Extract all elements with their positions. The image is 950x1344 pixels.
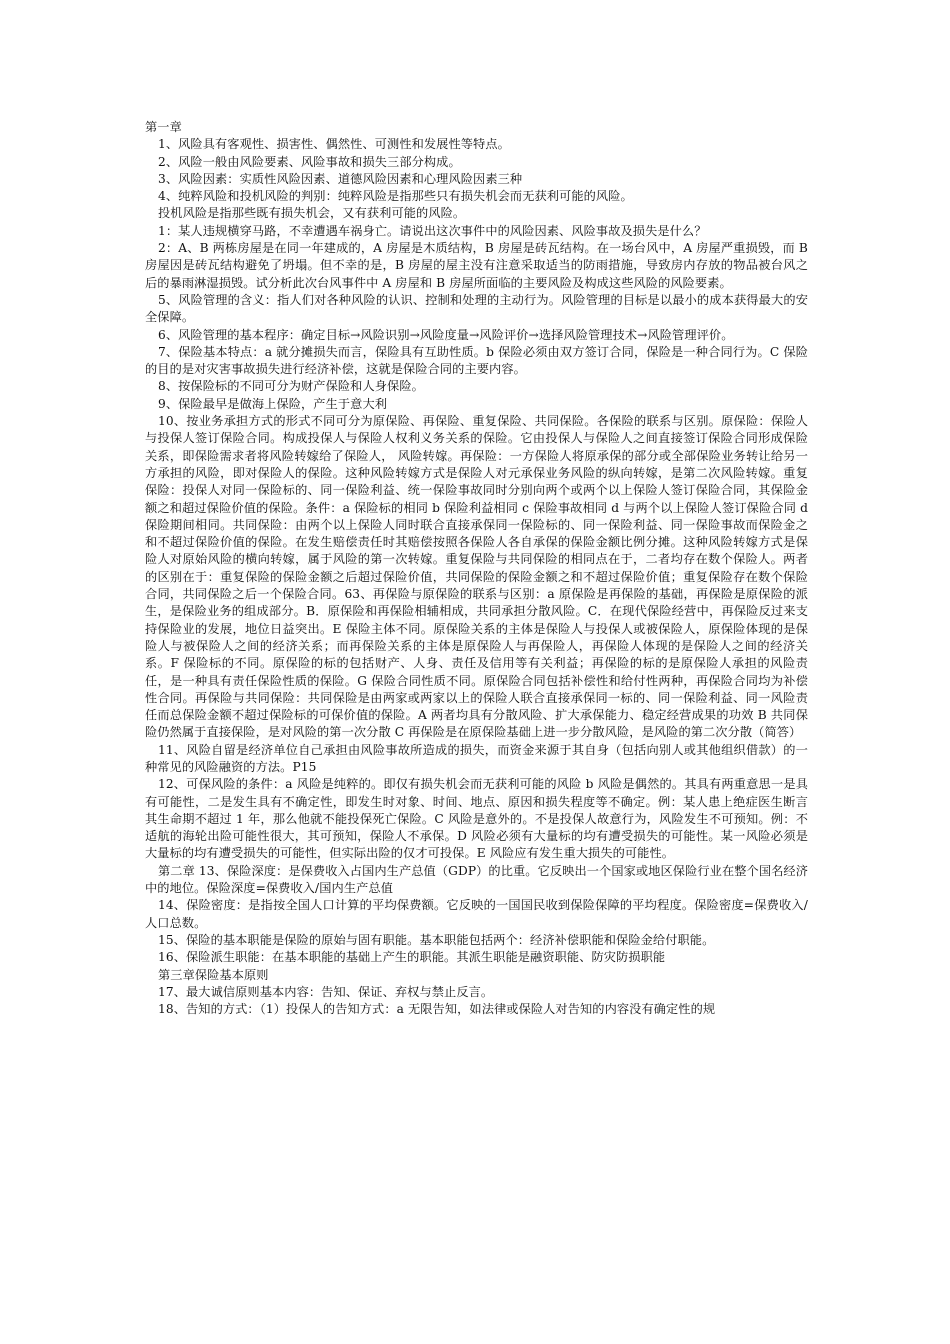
question-1: 1：某人违规横穿马路，不幸遭遇车祸身亡。请说出这次事件中的风险因素、风险事故及损失是什么？ bbox=[158, 223, 707, 238]
paragraph-1: 1、风险具有客观性、损害性、偶然性、可测性和发展性等特点。 bbox=[158, 137, 510, 152]
paragraph-9: 9、保险最早是做海上保险，产生于意大利 bbox=[158, 396, 388, 411]
paragraph-11: 11、风险自留是经济单位自己承担由风险事故所造成的损失，而资金来源于其自身（包括向别人或其他组织借款）的一种常见的风险融资的方法。P15 bbox=[145, 742, 808, 774]
paragraph-10: 10、按业务承担方式的形式不同可分为原保险、再保险、重复保险、共同保险。各保险的联系与区别。原保险：保险人与投保人签订保险合同。构成投保人与保险人权利义务关系的保险。它由投保人与保险人之间直接签订保险合同形成保险关系，即保险需求者将风险转嫁给了保险人， 风险转嫁。再保险：一方保险人将原承保的部分或全部保险业务转让给另一方承担的风险，即对保险人的保险。这种风险转嫁方式是保险人对元承保业务风险的纵向转嫁，是第二次风险转嫁。重复保险：投保人对同一保险标的、同一保险利益、统一保险事故同时分别向两个或两个以上保险人签订保险合同，其保险金额之和超过保险价值的保险。条件：a 保险标的相同 b 保险利益相同 c 保险事故相同 d 与两个以上保险人签订保险合同 d 保险期间相同。共同保险：由两个以上保险人同时联合直接承保同一保险标的、同一保险利益、同一保险事故而保险金之和不超过保险价值的保险。在发生赔偿责任时其赔偿按照各保险人各自承保的保险金额比例分摊。这种风险转嫁方式是保险人对原始风险的横向转嫁，属于风险的第一次转嫁。重复保险与共同保险的相同点在于，二者均存在数个保险人。两者的区别在于：重复保险的保险金额之后超过保险价值，共同保险的保险金额之和不超过保险价值；重复保险存在数个保险合同，共同保险之后一个保险合同。63、再保险与原保险的联系与区别：a 原保险是再保险的基础，再保险是原保险的派生，是保险业务的组成部分。B．原保险和再保险相辅相成，共同承担分散风险。C．在现代保险经营中，再保险反过来支持保险业的发展，地位日益突出。E 保险主体不同。原保险关系的主体是保险人与投保人或被保险人，原保险体现的是保险人与被保险人之间的经济关系；而再保险关系的主体是原保险人与再保险人，再保险人体现的是保险人之间的经济关系。F 保险标的不同。原保险的标的包括财产、人身、责任及信用等有关利益；再保险的标的是原保险人承担的风险责任，是一种具有责任保险性质的保险。G 保险合同性质不同。原保险合同包括补偿性和给付性两种，再保险合同均为补偿性合同。再保险与共同保险：共同保险是由两家或两家以上的保险人联合直接承保同一标的、同一保险利益、同一风险责任而总保险金额不超过保险标的可保价值的保险。A 两者均具有分散风险、扩大承保能力、稳定经营成果的功效 B 共同保险仍然属于直接保险，是对风险的第一次分散 C 再保险是在原保险基础上进一步分散风险，是风险的第二次分散（简答） bbox=[145, 414, 808, 740]
paragraph-18: 18、告知的方式：（1）投保人的告知方式：a 无限告知，如法律或保险人对告知的内容没有确定性的规 bbox=[158, 1002, 716, 1017]
question-2: 2：A、B 两栋房屋是在同一年建成的，A 房屋是木质结构，B 房屋是砖瓦结构。在一场台风中，A 房屋严重损毁，而 B 房屋因是砖瓦结构避免了坍塌。但不幸的是，B 房屋的屋主没有注意采取适当的防雨措施，导致房内存放的物品被台风之后的暴雨淋湿损毁。试分析此次台风事件中 A 房屋和 B 房屋所面临的主要风险及构成这些风险的风险要素。 bbox=[145, 241, 808, 290]
paragraph-8: 8、按保险标的不同可分为财产保险和人身保险。 bbox=[158, 379, 424, 394]
chapter-1-title: 第一章 bbox=[145, 120, 182, 134]
paragraph-14: 14、保险密度：是指按全国人口计算的平均保费额。它反映的一国国民收到保险保障的平均程度。保险密度=保费收入/人口总数。 bbox=[145, 898, 808, 930]
paragraph-13: 第二章 13、保险深度：是保费收入占国内生产总值（GDP）的比重。它反映出一个国家或地区保险行业在整个国名经济中的地位。保险深度=保费收入/国内生产总值 bbox=[145, 863, 808, 896]
paragraph-3: 3、风险因素：实质性风险因素、道德风险因素和心理风险因素三种 bbox=[158, 171, 523, 186]
paragraph-2: 2、风险一般由风险要素、风险事故和损失三部分构成。 bbox=[158, 154, 461, 169]
paragraph-15: 15、保险的基本职能是保险的原始与固有职能。基本职能包括两个：经济补偿职能和保险金给付职能。 bbox=[158, 932, 715, 947]
chapter-3-title: 第三章保险基本原则 bbox=[158, 967, 269, 982]
paragraph-4: 4、纯粹风险和投机风险的判别：纯粹风险是指那些只有损失机会而无获利可能的风险。 bbox=[158, 189, 633, 204]
paragraph-4b: 投机风险是指那些既有损失机会，又有获利可能的风险。 bbox=[158, 206, 466, 221]
document-page bbox=[145, 119, 808, 1018]
paragraph-5: 5、风险管理的含义：指人们对各种风险的认识、控制和处理的主动行为。风险管理的目标是以最小的成本获得最大的安全保障。 bbox=[145, 292, 808, 325]
paragraph-17: 17、最大诚信原则基本内容：告知、保证、弃权与禁止反言。 bbox=[158, 984, 494, 999]
paragraph-16: 16、保险派生职能：在基本职能的基础上产生的职能。其派生职能是融资职能、防灾防损职能 bbox=[158, 950, 666, 965]
paragraph-12: 12、可保风险的条件：a 风险是纯粹的。即仅有损失机会而无获利可能的风险 b 风险是偶然的。其具有两重意思一是具有可能性，二是发生具有不确定性，即发生时对象、时间、地点、原因和损失程度等不确定。例：某人患上绝症医生断言其生命期不超过 1 年，那么他就不能投保死亡保险。C 风险是意外的。不是投保人故意行为，风险发生不可预知。例：不适航的海轮出险可能性很大，其可预知，保险人不承保。D 风险必须有大量标的均有遭受损失的可能性。某一风险必须是大量标的均有遭受损失的可能性，但实际出险的仅才可投保。E 风险应有发生重大损失的可能性。 bbox=[145, 777, 808, 861]
paragraph-7: 7、保险基本特点：a 就分摊损失而言，保险具有互助性质。b 保险必须由双方签订合同，保险是一种合同行为。C 保险的目的是对灾害事故损失进行经济补偿，这就是保险合同的主要内容。 bbox=[145, 344, 808, 377]
paragraph-6: 6、风险管理的基本程序：确定目标→风险识别→风险度量→风险评价→选择风险管理技术→风险管理评价。 bbox=[158, 327, 734, 342]
